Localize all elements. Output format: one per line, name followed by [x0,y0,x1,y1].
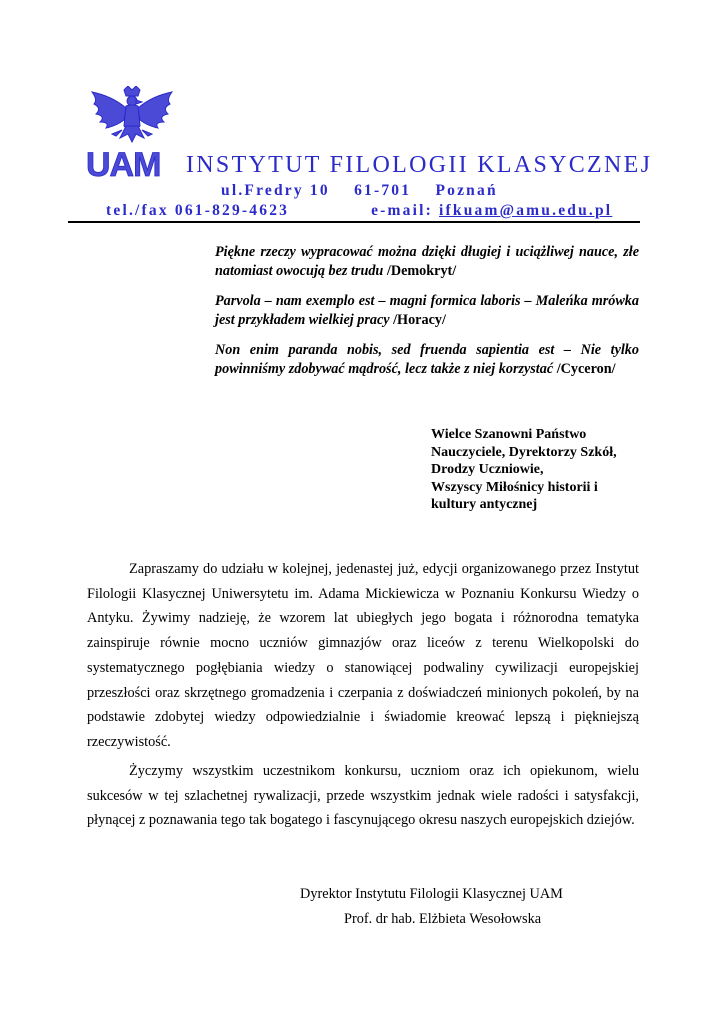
addressee-line: kultury antycznej [431,497,538,512]
addressee-line: Drodzy Uczniowie, [431,462,544,477]
email-label: e-mail: [371,202,440,219]
eagle-icon [84,86,186,178]
quote-text: Piękne rzeczy wypracować można dzięki długiej i uciążliwej nauce, złe natomiast owocują bez trudu [215,244,639,279]
body-paragraph-invitation: Zapraszamy do udziału w kolejnej, jedenastej już, edycji organizowanego przez Instytut Filologii Klasycznej Uniwersytetu im. Adama Mickiewicza w Poznaniu Konkursu Wiedzy o Antyku. Żywimy nadzieję, że wzorem lat ubiegłych jego bogata i różnorodna tematyka zainspiruje równie mocno uczniów gimnazjów oraz liceów z terenu Wielkopolski do systematycznego pogłębiania wiedzy o stanowiącej podwaliny cywilizacji europejskiej przeszłości oraz skrzętnego gromadzenia i czerpania z doświadczeń minionych pokoleń, by na podstawie zdobytej wiedzy odpowiedzialnie i świadomie kreować lepszą i piękniejszą rzeczywistość. [87,561,639,750]
quote-cicero [215,341,639,378]
header-divider [68,221,640,223]
institute-title: INSTYTUT FILOLOGII KLASYCZNEJ [186,152,653,178]
quote-author: /Cyceron/ [556,360,616,377]
addressee-line: Nauczyciele, Dyrektorzy Szkół, [431,444,617,460]
uam-logo [84,86,186,178]
phone-fax: tel./fax 061-829-4623 [106,202,290,219]
quote-democritus [215,243,639,280]
addressee-line: Wielce Szanowni Państwo [431,427,587,442]
quote-horace [215,292,639,329]
signature-block [300,882,563,932]
quote-author: /Horacy/ [393,311,446,328]
signature-title: Dyrektor Instytutu Filologii Klasycznej UAM [300,886,563,902]
quote-author: /Demokryt/ [386,262,457,279]
body-paragraph-wishes: Życzymy wszystkim uczestnikom konkursu, uczniom oraz ich opiekunom, wielu sukcesów w tej szlachetnej rywalizacji, przede wszystkim jednak wiele radości i satysfakcji, płynącej z poznawania tego tak bogatego i fascynującego okresu naszych europejskich dziejów. [87,763,639,829]
addressee-block [431,426,617,514]
quote-text: Parvola – nam exemplo est – magni formica laboris – Maleńka mrówka jest przykładem wielkiej pracy [215,293,639,328]
logo-text: UAM [86,146,161,178]
email-link[interactable]: ifkuam@amu.edu.pl [439,202,613,219]
postal-address: ul.Fredry 10 61-701 Poznań [221,182,498,199]
quote-text: Non enim paranda nobis, sed fruenda sapientia est – Nie tylko powinniśmy zdobywać mądrość, lecz także z niej korzystać [215,342,639,377]
contact-line [106,202,612,220]
addressee-line: Wszyscy Miłośnicy historii i [431,479,598,495]
signature-name: Prof. dr hab. Elżbieta Wesołowska [344,911,542,927]
